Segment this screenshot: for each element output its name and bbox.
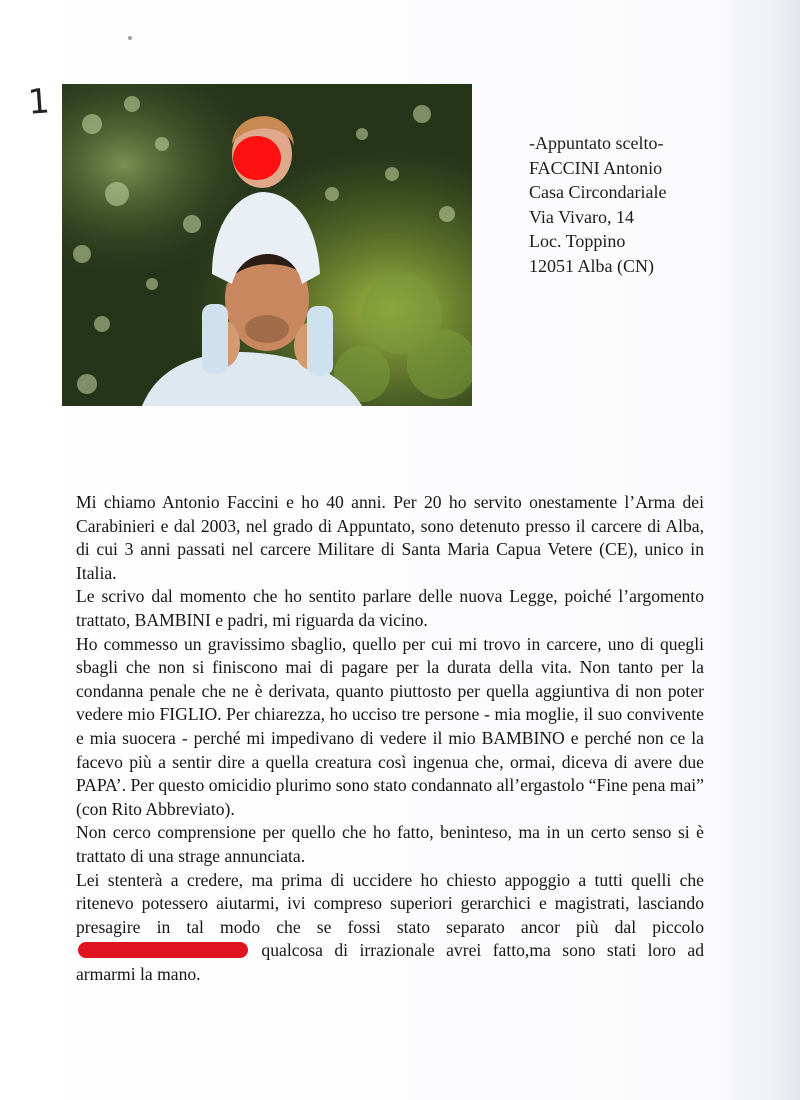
letter-paragraph: Non cerco comprensione per quello che ho fatto, beninteso, ma in un certo senso si è trattato di una strage annunciata. — [76, 822, 704, 866]
letter-paragraph-final — [76, 869, 704, 987]
family-photo — [62, 84, 472, 406]
sender-address-block — [529, 131, 666, 278]
address-line: FACCINI Antonio — [529, 157, 663, 178]
final-paragraph-end: qualcosa di irrazionale avrei fatto,ma sono stati loro ad armarmi la mano. — [76, 940, 704, 984]
face-redaction — [233, 136, 281, 180]
address-line: -Appuntato scelto- — [529, 133, 664, 153]
page-marker: 1 — [26, 81, 52, 123]
address-line: Loc. Toppino — [529, 231, 626, 251]
address-line: Via Vivaro, 14 — [529, 206, 634, 227]
letter-paragraph: Le scrivo dal momento che ho sentito parlare delle nuova Legge, poiché l’argomento trattato, BAMBINI e padri, mi riguarda da vicino. — [76, 586, 704, 630]
name-redaction — [78, 942, 248, 958]
letter-paragraph: Mi chiamo Antonio Faccini e ho 40 anni. Per 20 ho servito onestamente l’Arma dei Carabinieri e dal 2003, nel grado di Appuntato, sono detenuto presso il carcere di Alba, di cui 3 anni passati nel carcere Militare di Santa Maria Capua Vetere (CE), unico in Italia. — [76, 492, 704, 583]
final-paragraph-start: Lei stenterà a credere, ma prima di uccidere ho chiesto appoggio a tutti quelli che ritenevo potessero aiutarmi, ivi compreso superiori gerarchici e magistrati, lasciando presagire in tal modo che se fossi stato separato ancor più dal piccolo — [76, 869, 704, 937]
letter-body — [76, 491, 704, 986]
address-line: 12051 Alba (CN) — [529, 255, 654, 276]
letter-paragraph: Ho commesso un gravissimo sbaglio, quello per cui mi trovo in carcere, uno di quegli sbagli che non si finiscono mai di pagare per la durata della vita. Non tanto per la condanna penale che ne è derivata, quanto piuttosto per quella aggiuntiva di non poter vedere mio FIGLIO. Per chiarezza, ho ucciso tre persone - mia moglie, il suo convivente e mia suocera - perché mi impedivano di vedere il mio BAMBINO e perché non ce la facevo più a sentir dire a quella creatura così ingenua che, ormai, diceva di avere due PAPA’. Per questo omicidio plurimo sono stato condannato all’ergastolo “Fine pena mai” (con Rito Abbreviato). — [76, 633, 704, 819]
address-line: Casa Circondariale — [529, 182, 667, 202]
paper-speck — [128, 36, 132, 40]
